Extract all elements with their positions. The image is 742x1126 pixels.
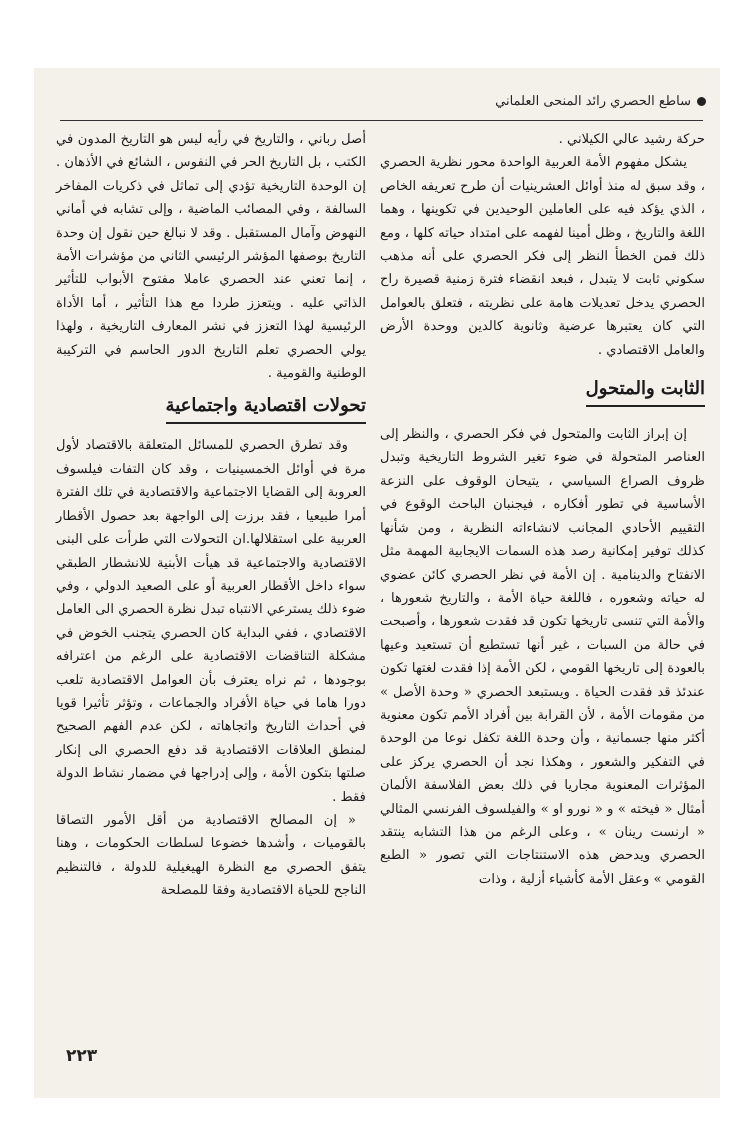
paragraph: « إن المصالح الاقتصادية من أقل الأمور التصاقا بالقوميات ، وأشدها خضوعا لسلطات الحكومات ، وهنا يتفق الحصري مع النظرة الهيغيلية للدولة ، فالتنظيم الناجح للحياة الاقتصادية وفقا للمصلحة xyxy=(56,812,366,899)
left-column xyxy=(56,128,366,903)
paragraph: يشكل مفهوم الأمة العربية الواحدة محور نظرية الحصري ، وقد سبق له منذ أوائل العشرينيات أن طرح تعريفه الخاص ، الذي يؤكد فيه على العاملين الوحيدين في تكوينها ، وهما اللغة والتاريخ ، وظل أمينا لفهمه على امتداد حياته كلها ، ومع ذلك فمن الخطأ النظر إلى فكر الحصري على أنه مذهب سكوني ثابت لا يتبدل ، فبعد انقضاء فترة زمنية قصيرة راح الحصري يدخل تعديلات هامة على نظريته ، فتعلق بالعوامل التي كان يعتبرها عرضية وثانوية كالدين ووحدة الأرض والعامل الاقتصادي . xyxy=(380,155,705,358)
heading-wrap xyxy=(380,362,705,423)
paragraph: حركة رشيد عالي الكيلاني . xyxy=(558,132,705,147)
paragraph: إن إبراز الثابت والمتحول في فكر الحصري ، والنظر إلى العناصر المتحولة في ضوء تغير الشروط التاريخية وتبدل ظروف الصراع السياسي ، يتيحان الوقوف على النزعة الأساسية في تطور أفكاره ، فيجنبان الباحث الوقوع في التقييم الأحادي المجانب لانشاءاته النظرية ، ومن شأنها كذلك توفير إمكانية رصد هذه السمات الايجابية المهمة مثل الانفتاح والدينامية . إن الأمة في نظر الحصري كائن عضوي له حياته وشعوره ، فاللغة حياة الأمة ، والتاريخ شعورها ، والأمة التي تنسى تاريخها تكون قد فقدت شعورها ، وأصبحت في حالة من السبات ، غير أنها تستطيع أن تستعيد وعيها بالعودة إلى تاريخها القومي ، لكن الأمة إذا فقدت لغتها تكون عندئذ قد فقدت الحياة . ويستبعد الحصري « وحدة الأصل » من مقومات الأمة ، لأن القرابة بين أفراد الأمم تكون معنوية أكثر منها جسمانية ، وأن وحدة اللغة تكفل نوعا من الوحدة في التفكير والشعور ، وهكذا نجد أن الحصري يركز على المؤثرات المعنوية مجاريا في ذلك بعض الفلاسفة الألمان أمثال « فيخته » و « نورو او » والفيلسوف الفرنسي المثالي « ارنست رينان » ، وعلى الرغم من هذا التشابه ينتقد الحصري ويدحض هذه الاستنتاجات التي تصور « الطبع القومي » وعقل الأمة كأشياء أزلية ، وذات xyxy=(380,427,705,887)
running-header xyxy=(495,94,706,109)
header-bullet-icon xyxy=(697,97,706,106)
page-number: ٢٢٣ xyxy=(66,1046,98,1066)
section-heading-economic-social: تحولات اقتصادية واجتماعية xyxy=(166,393,366,424)
paragraph: وقد تطرق الحصري للمسائل المتعلقة بالاقتصاد لأول مرة في أوائل الخمسينيات ، وقد كان التفات فيلسوف العروبة إلى القضايا الاجتماعية والاقتصادية في تلك الفترة أمرا طبيعيا ، فقد برزت إلى الواجهة بعد حصول الأقطار العربية على استقلالها.ان التحولات التي طرأت على البنى الاقتصادية والاجتماعية قد هيأت الأبنية للانشطار الطبقي سواء داخل الأقطار العربية أو على الصعيد الدولي ، وفي ضوء ذلك يسترعي الانتباه تبدل نظرة الحصري الى العامل الاقتصادي ، ففي البداية كان الحصري يتجنب الخوض في مشكلة التناقضات الاقتصادية على الرغم من اعترافه بوجودها ، ثم نراه يعترف بأن العوامل الاقتصادية تلعب دورا هاما في حياة الأفراد والجماعات ، وتؤثر تأثيرا قويا في أحداث التاريخ واتجاهاته ، لكن عدم الفهم الصحيح لمنطق العلاقات الاقتصادية قد دفع الحصري الى إنكار صلتها بتكون الأمة ، وإلى إدراجها في مضمار نشاط الدولة فقط . xyxy=(56,438,366,805)
heading-wrap xyxy=(56,393,366,424)
running-title: ساطع الحصري رائد المنحى العلماني xyxy=(495,94,691,109)
paragraph: أصل رباني ، والتاريخ في رأيه ليس هو التاريخ المدون في الكتب ، بل التاريخ الحر في النفوس ، الشائع في الأذهان . إن الوحدة التاريخية تؤدي إلى تماثل في ذكريات المفاخر السالفة ، وفي المصائب الماضية ، وإلى تشابه في أماني النهوض وآمال المستقبل . وقد لا نبالغ حين نقول إن وحدة التاريخ بوصفها المؤشر الرئيسي الثاني من مؤشرات الأمة ، إنما تعني عند الحصري عاملا مفتوح الأبواب للتأثير الذاتي عليه . ويتعزز طردا مع هذا التأثير ، أما الأداة الرئيسية لهذا التعزز في نشر المعارف التاريخية ، ولهذا يولي الحصري تعلم التاريخ الدور الحاسم في التركيبة الوطنية والقومية . xyxy=(56,132,366,382)
header-rule xyxy=(60,120,703,121)
right-column xyxy=(380,128,705,891)
section-heading-fixed-and-changing: الثابت والمتحول xyxy=(586,376,705,407)
